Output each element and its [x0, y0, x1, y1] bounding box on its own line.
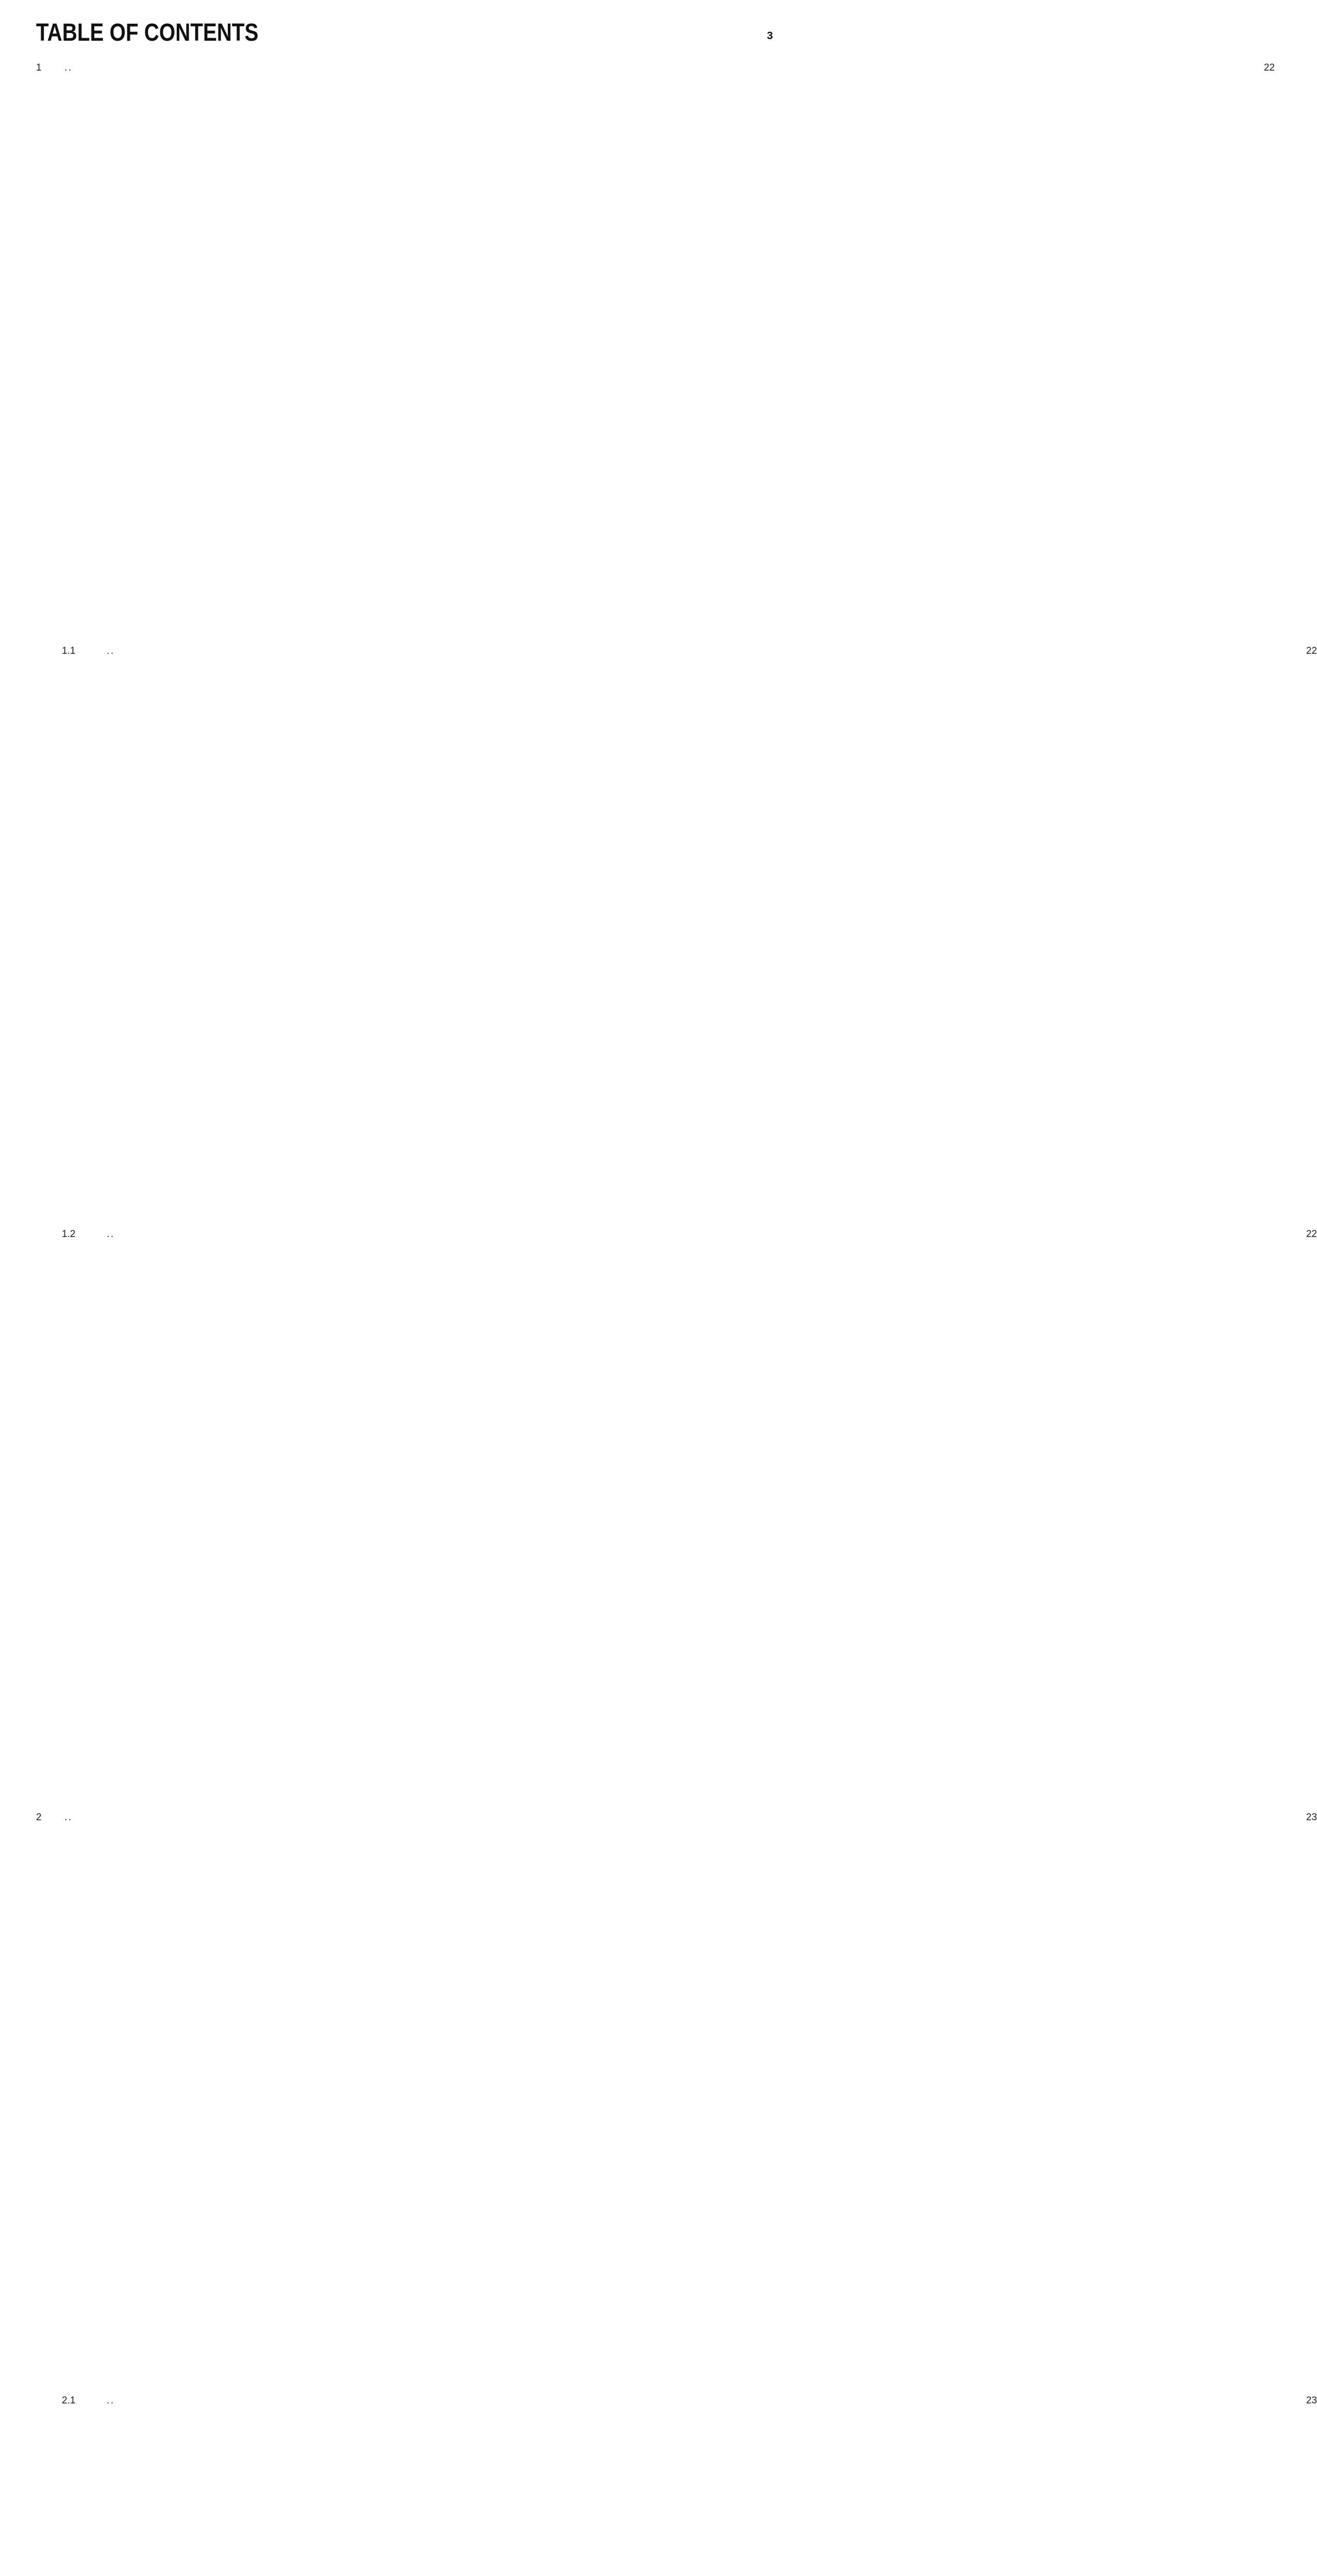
toc-chapter-row [415, 60, 1275, 643]
toc-section-row [36, 2393, 394, 2576]
toc-page-number: 23 [493, 2393, 1317, 2576]
toc-dot-leader [107, 1226, 113, 1243]
page-number: 3 [767, 30, 773, 42]
toc-chapter-row [36, 1809, 394, 2393]
toc-dot-leader [64, 60, 71, 76]
toc-page-number: 22 [493, 643, 1317, 1226]
toc-columns [36, 60, 1317, 2576]
toc-section-row [36, 643, 394, 1226]
toc-entry-number: 2 [36, 1812, 42, 1823]
page-title: TABLE OF CONTENTS [36, 19, 259, 46]
toc-page-number: 23 [493, 1809, 1317, 2393]
toc-page-number: 22 [493, 1226, 1317, 1809]
toc-entry-number: 1.1 [62, 646, 76, 656]
toc-dot-leader [107, 2393, 113, 2409]
toc-chapter-row [36, 60, 394, 643]
toc-entry-number: 1.2 [62, 1229, 76, 1240]
toc-column [36, 60, 394, 2576]
toc-entry-number: 1 [36, 62, 42, 73]
toc-page-number: 22 [450, 60, 1275, 643]
toc-section-row [36, 1226, 394, 1809]
toc-entry-number: 2.1 [62, 2395, 76, 2406]
toc-dot-leader [107, 643, 113, 659]
toc-dot-leader [64, 1809, 71, 1826]
